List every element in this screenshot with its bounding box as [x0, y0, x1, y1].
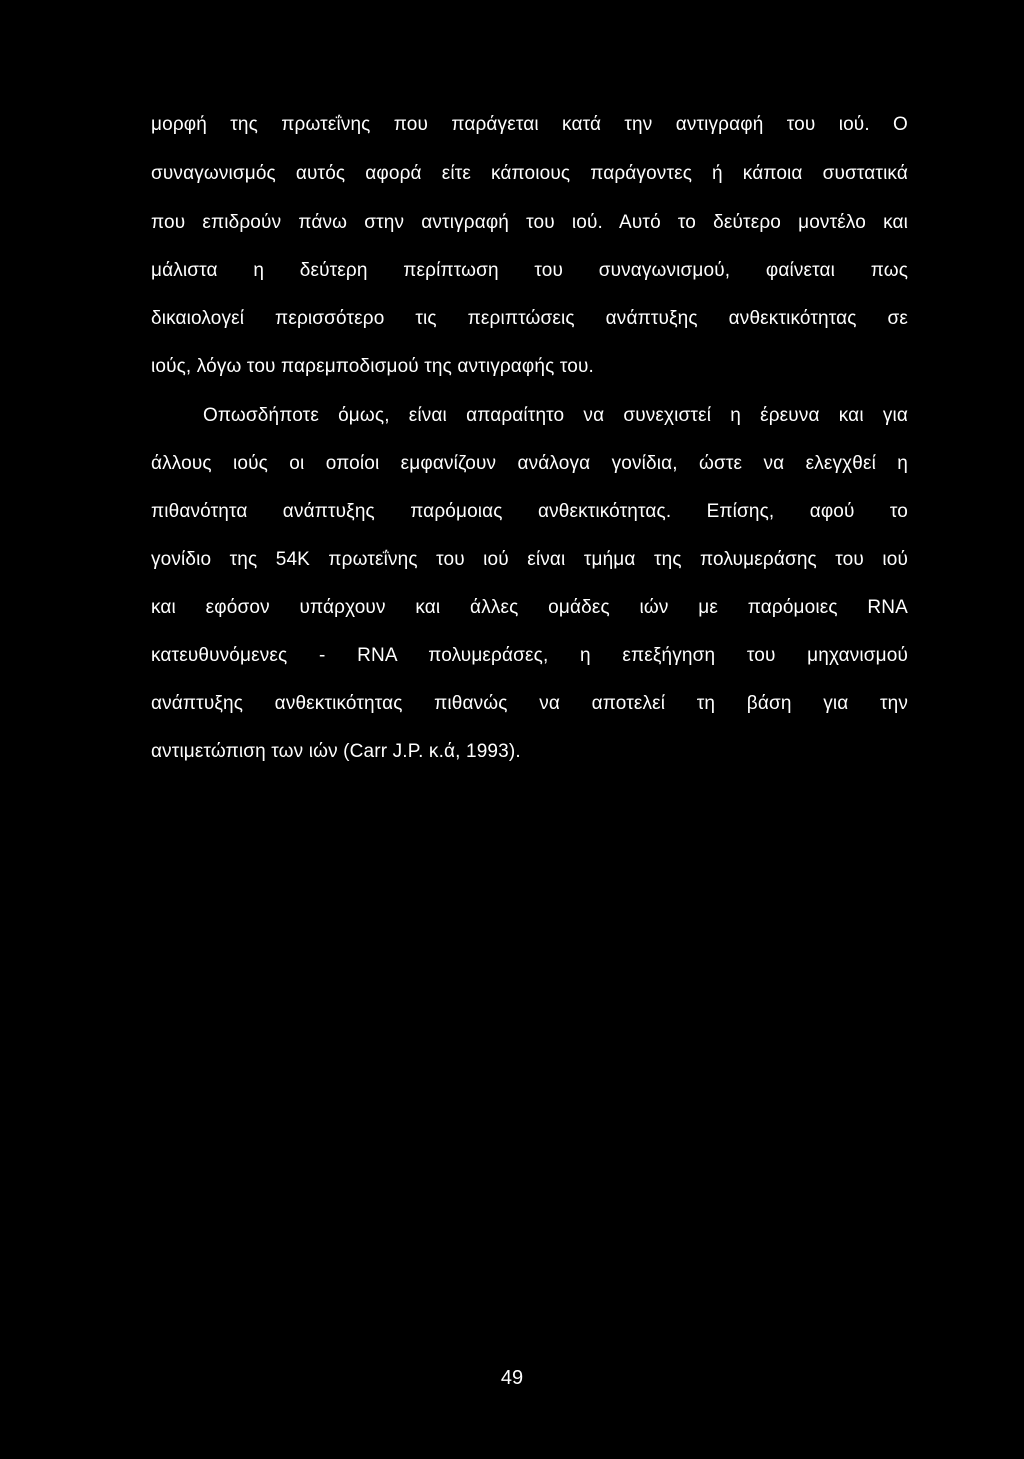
text-line: συναγωνισμός αυτός αφορά είτε κάποιους παράγοντες ή κάποια συστατικά — [151, 163, 908, 184]
text-line: ανάπτυξης ανθεκτικότητας πιθανώς να αποτελεί τη βάση για την — [151, 693, 908, 714]
page-number: 49 — [500, 1367, 524, 1389]
text-line: κατευθυνόμενες - RNA πολυμεράσες, η επεξήγηση του μηχανισμού — [151, 645, 908, 666]
text-line: που επιδρούν πάνω στην αντιγραφή του ιού. Αυτό το δεύτερο μοντέλο και — [151, 212, 908, 233]
text-line: γονίδιο της 54K πρωτεΐνης του ιού είναι τμήμα της πολυμεράσης του ιού — [151, 549, 908, 570]
text-line: ιούς, λόγω του παρεμποδισμού της αντιγραφής του. — [151, 356, 594, 377]
text-line: μάλιστα η δεύτερη περίπτωση του συναγωνισμού, φαίνεται πως — [151, 260, 908, 281]
paragraph-first-line: Οπωσδήποτε όμως, είναι απαραίτητο να συνεχιστεί η έρευνα και για — [203, 405, 908, 426]
text-line: μορφή της πρωτεΐνης που παράγεται κατά την αντιγραφή του ιού. Ο — [151, 114, 908, 135]
text-line: αντιμετώπιση των ιών (Carr J.P. κ.ά, 1993). — [151, 741, 521, 762]
text-line: πιθανότητα ανάπτυξης παρόμοιας ανθεκτικότητας. Επίσης, αφού το — [151, 501, 908, 522]
text-line: και εφόσον υπάρχουν και άλλες ομάδες ιών με παρόμοιες RNA — [151, 597, 908, 618]
text-line: δικαιολογεί περισσότερο τις περιπτώσεις ανάπτυξης ανθεκτικότητας σε — [151, 308, 908, 329]
text-line: άλλους ιούς οι οποίοι εμφανίζουν ανάλογα γονίδια, ώστε να ελεγχθεί η — [151, 453, 908, 474]
